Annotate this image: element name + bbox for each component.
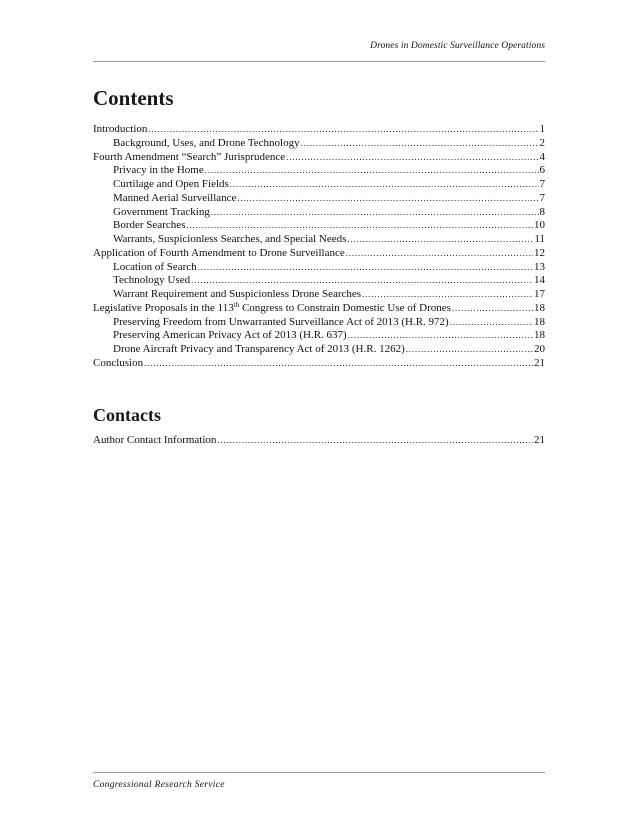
dot-leader (191, 274, 533, 288)
toc-entry-author-contact[interactable] (93, 434, 545, 448)
toc-entry-label: Preserving American Privacy Act of 2013 (H.R. 637) (113, 329, 347, 342)
toc-entry-page: 8 (539, 205, 545, 218)
toc-entry-location-of-search[interactable] (93, 261, 545, 275)
toc-entry-page: 4 (539, 150, 545, 163)
toc-entry-page: 21 (534, 356, 545, 369)
dot-leader (198, 261, 533, 275)
footer-rule (93, 772, 545, 773)
dot-leader (186, 219, 533, 233)
toc-entry-page: 14 (534, 274, 545, 287)
toc-entry-label: Warrants, Suspicionless Searches, and Special Needs (113, 233, 347, 245)
toc-entry-page: 21 (534, 434, 545, 446)
toc-entry-introduction[interactable] (93, 123, 545, 137)
toc-entry-label: Privacy in the Home (113, 164, 204, 177)
toc-entry-government-tracking[interactable] (93, 206, 545, 220)
toc-entry-page: 18 (534, 301, 545, 314)
toc-entry-hr-972[interactable] (93, 316, 545, 330)
label-text: Congress to Constrain Domestic Use of Drones (239, 301, 451, 314)
toc-entry-page: 11 (534, 233, 545, 245)
toc-entry-privacy-in-home[interactable] (93, 164, 545, 178)
toc-entry-manned-aerial[interactable] (93, 192, 545, 206)
toc-entry-page: 2 (539, 136, 545, 149)
toc-entry-label: Border Searches (113, 219, 186, 232)
table-of-contents (93, 123, 545, 371)
contacts-heading: Contacts (93, 405, 161, 425)
toc-entry-label: Background, Uses, and Drone Technology (113, 136, 300, 149)
toc-entry-page: 17 (534, 288, 545, 300)
running-footer: Congressional Research Service (93, 780, 225, 790)
toc-entry-curtilage[interactable] (93, 178, 545, 192)
toc-entry-label: Manned Aerial Surveillance (113, 191, 237, 204)
toc-entry-application[interactable] (93, 247, 545, 261)
toc-entry-label: Warrant Requirement and Suspicionless Drone Searches (113, 288, 362, 300)
dot-leader (406, 343, 533, 357)
toc-entry-label: Preserving Freedom from Unwarranted Surveillance Act of 2013 (H.R. 972) (113, 315, 449, 328)
dot-leader (362, 288, 533, 302)
toc-entry-page: 7 (539, 191, 545, 204)
toc-entry-label: Location of Search (113, 260, 197, 273)
dot-leader (217, 434, 533, 448)
contents-heading: Contents (93, 86, 174, 110)
toc-entry-label (93, 302, 451, 316)
dot-leader (286, 151, 538, 165)
header-rule (93, 61, 545, 62)
toc-entry-label: Fourth Amendment “Search” Jurisprudence (93, 150, 286, 163)
toc-entry-warrants[interactable] (93, 233, 545, 247)
toc-entry-warrant-requirement[interactable] (93, 288, 545, 302)
toc-entry-conclusion[interactable] (93, 357, 545, 371)
toc-entry-page: 13 (534, 260, 545, 273)
toc-entry-label: Drone Aircraft Privacy and Transparency Act of 2013 (H.R. 1262) (113, 343, 405, 355)
toc-entry-label: Introduction (93, 123, 148, 135)
dot-leader (205, 164, 539, 178)
dot-leader (347, 233, 533, 247)
toc-entry-fourth-amendment-search[interactable] (93, 151, 545, 165)
dot-leader (148, 123, 538, 137)
dot-leader (301, 137, 539, 151)
toc-entry-hr-1262[interactable] (93, 343, 545, 357)
toc-entry-page: 12 (534, 246, 545, 259)
dot-leader (346, 247, 533, 261)
toc-entry-page: 1 (539, 123, 545, 135)
toc-entry-page: 6 (539, 164, 545, 177)
toc-entry-technology-used[interactable] (93, 274, 545, 288)
toc-entry-page: 20 (534, 343, 545, 355)
toc-entry-page: 18 (534, 329, 545, 342)
toc-entry-background[interactable] (93, 137, 545, 151)
ordinal-suffix: th (233, 300, 240, 309)
toc-entry-label: Application of Fourth Amendment to Drone Surveillance (93, 246, 345, 259)
toc-entry-page: 18 (534, 315, 545, 328)
toc-entry-label: Government Tracking (113, 205, 210, 218)
contacts-list (93, 434, 545, 448)
label-text: Legislative Proposals in the 113 (93, 301, 234, 314)
running-header: Drones in Domestic Surveillance Operations (370, 41, 545, 51)
toc-entry-label: Author Contact Information (93, 434, 217, 446)
dot-leader (450, 316, 533, 330)
toc-entry-label: Technology Used (113, 274, 191, 287)
dot-leader (144, 357, 533, 371)
dot-leader (348, 329, 533, 343)
toc-entry-legislative-proposals[interactable] (93, 302, 545, 316)
toc-entry-hr-637[interactable] (93, 329, 545, 343)
dot-leader (452, 302, 533, 316)
toc-entry-border-searches[interactable] (93, 219, 545, 233)
dot-leader (211, 206, 539, 220)
toc-entry-label: Conclusion (93, 356, 144, 369)
toc-entry-label: Curtilage and Open Fields (113, 178, 229, 190)
toc-entry-page: 7 (539, 178, 545, 190)
toc-entry-page: 10 (534, 219, 545, 232)
dot-leader (230, 178, 539, 192)
dot-leader (237, 192, 538, 206)
